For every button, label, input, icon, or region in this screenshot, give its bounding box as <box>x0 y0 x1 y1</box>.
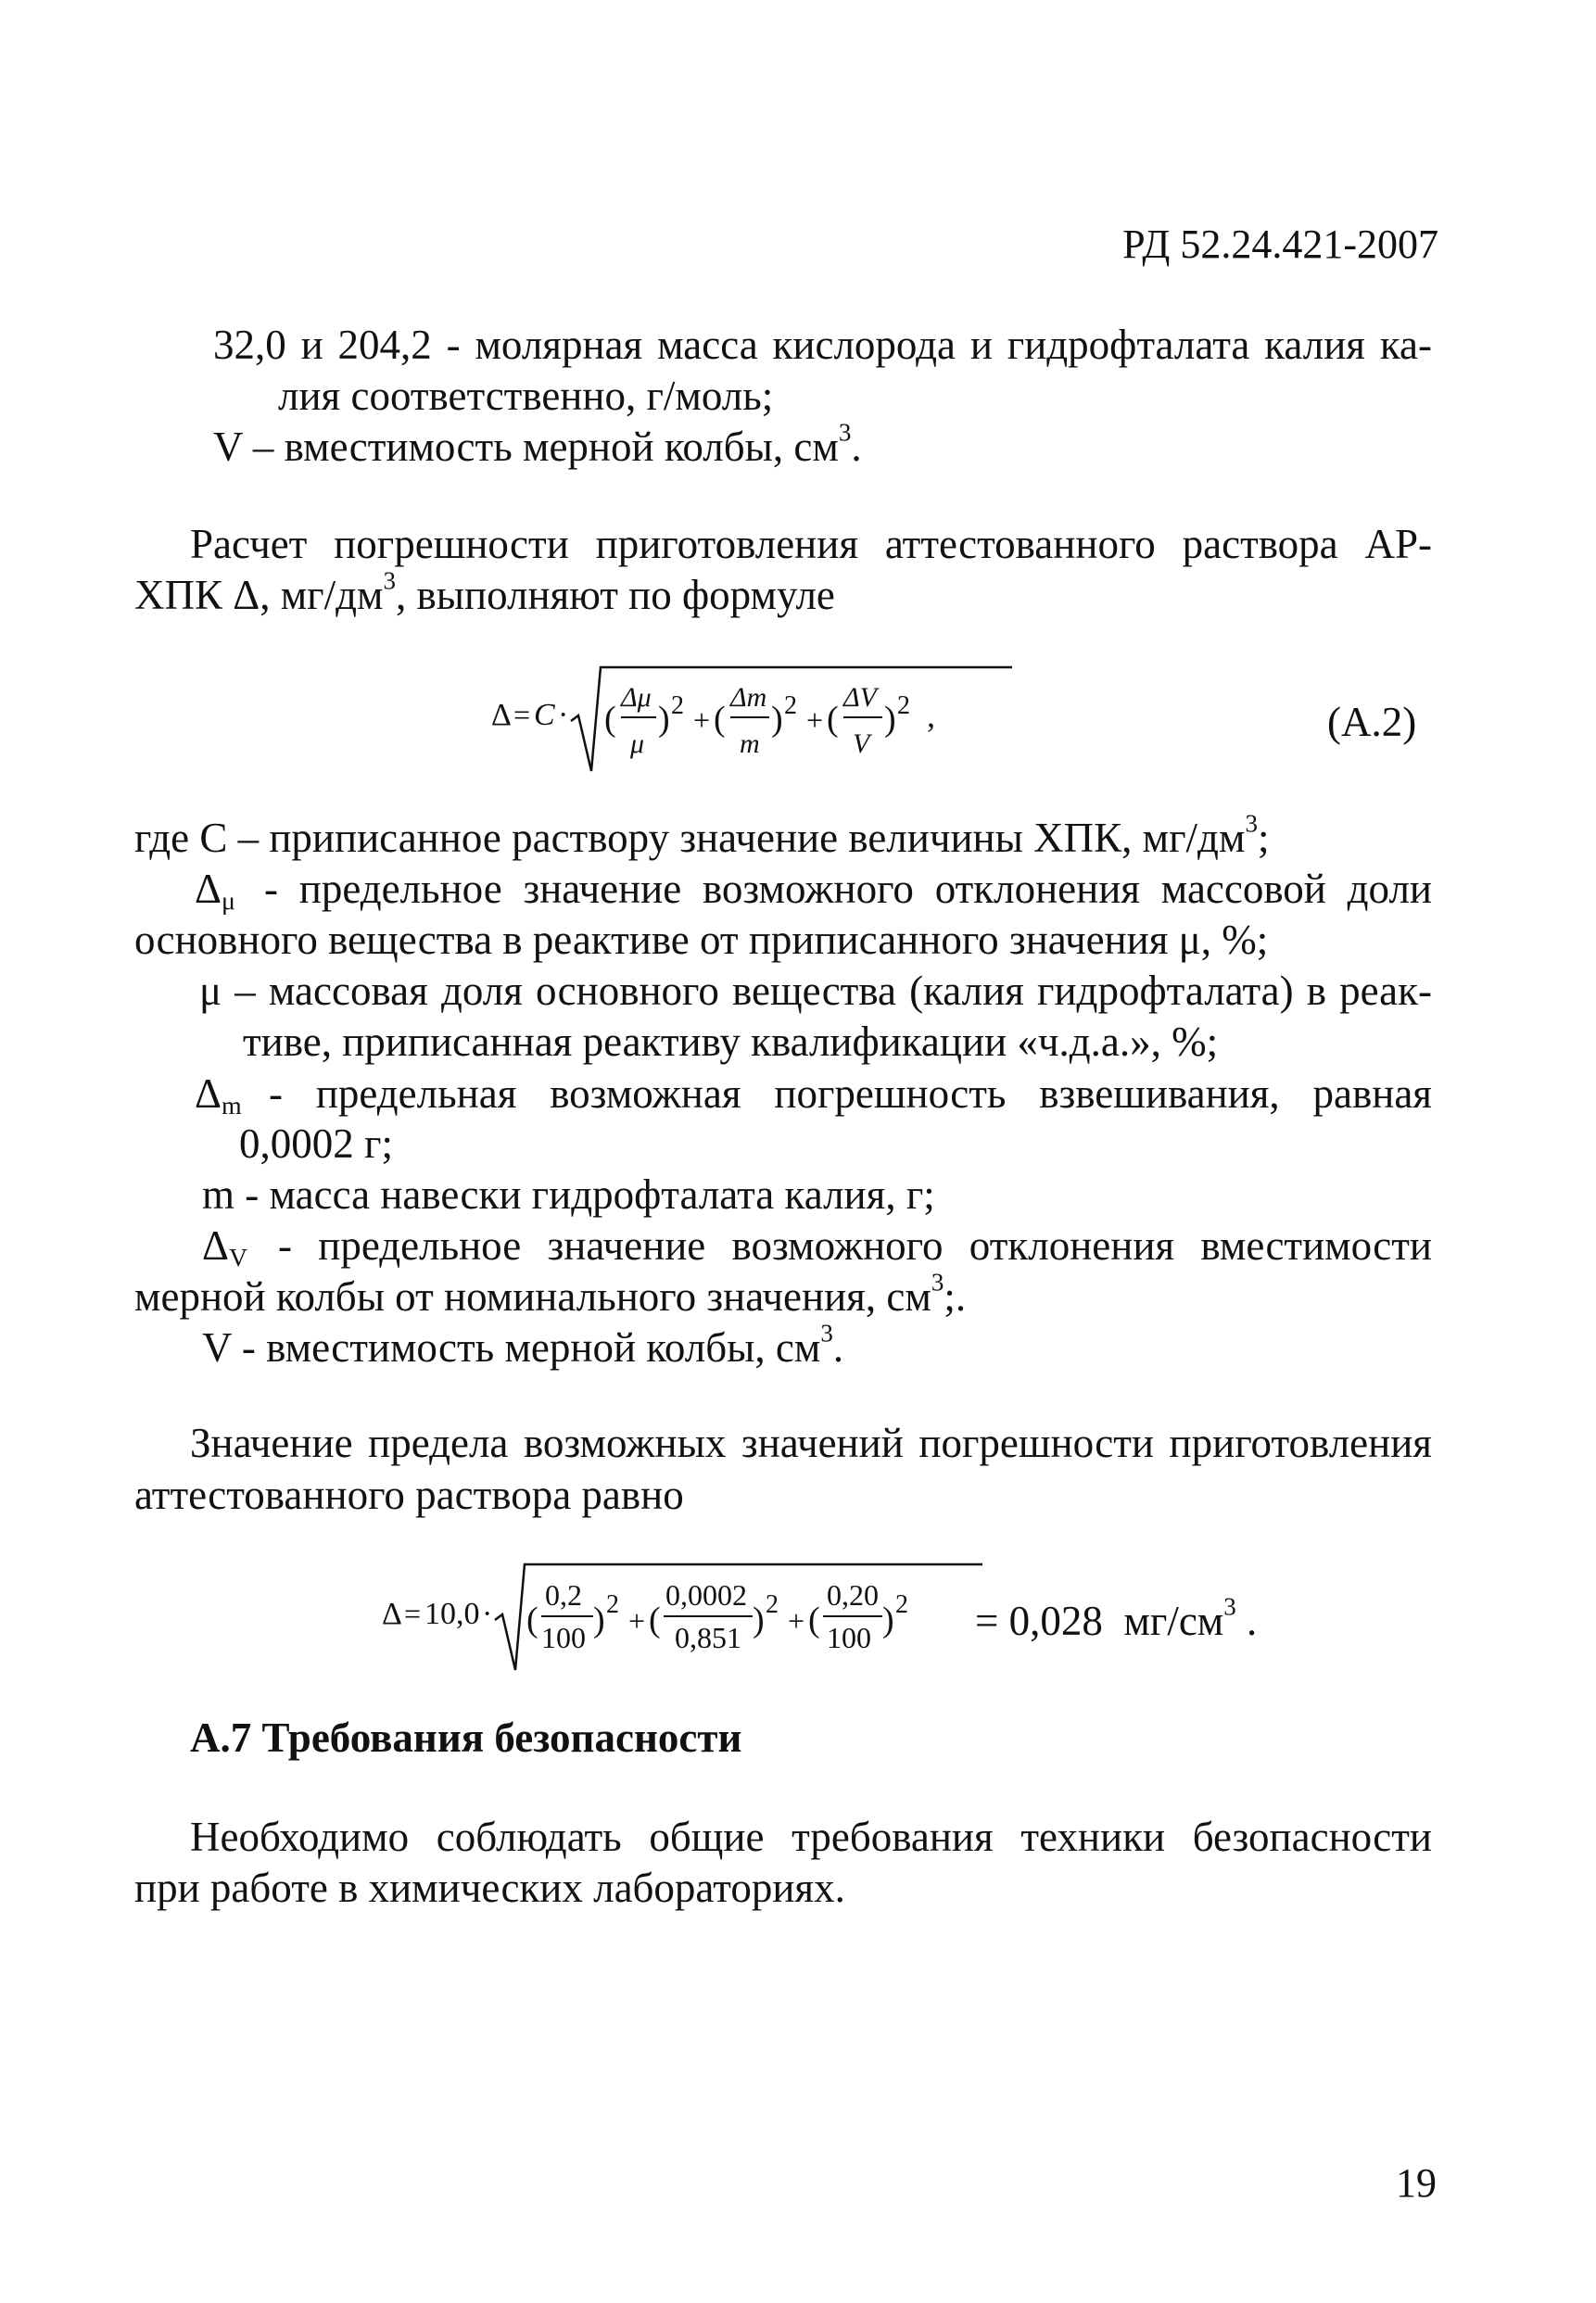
svg-text:): ) <box>882 1601 894 1639</box>
definition-molar-mass-line1: 32,0 и 204,2 - молярная масса кислорода и гидрофталата калия ка- <box>213 322 1432 368</box>
definition-delta-v-symbol: $\Delta_V$ <box>202 1222 248 1272</box>
definition-delta-mu-symbol: $\Delta_\mu$ <box>195 866 235 916</box>
svg-text:(: ( <box>714 700 726 739</box>
svg-text:ΔV: ΔV <box>843 682 877 713</box>
svg-text:+: + <box>806 703 824 737</box>
svg-text:0,20: 0,20 <box>827 1578 879 1612</box>
svg-text:Δμ: Δμ <box>621 682 652 713</box>
svg-text:C: C <box>534 698 555 732</box>
svg-text:100: 100 <box>827 1621 871 1654</box>
definition-delta-m-symbol: $\Delta_m$ <box>195 1070 242 1120</box>
svg-text:Δ: Δ <box>382 1597 402 1631</box>
definition-molar-mass-line2: лия соответственно, г/моль; <box>278 373 774 419</box>
section-heading-safety: А.7 Требования безопасности <box>190 1715 742 1761</box>
paragraph-limit-value-line2: аттестованного раствора равно <box>134 1472 684 1518</box>
svg-text:2: 2 <box>895 1590 908 1619</box>
svg-text:+: + <box>693 703 711 737</box>
svg-text:,: , <box>927 697 935 734</box>
definition-mu-line1: μ – массовая доля основного вещества (калия гидрофталата) в реак- <box>199 968 1432 1014</box>
formula-numeric-result: = 0,028 $мг/см^3$ . <box>975 1592 1258 1644</box>
svg-text:(: ( <box>526 1601 538 1639</box>
paragraph-safety-line1: Необходимо соблюдать общие требования техники безопасности <box>190 1814 1432 1860</box>
svg-text:V: V <box>853 728 870 759</box>
svg-text:2: 2 <box>671 691 684 720</box>
svg-text:Δm: Δm <box>730 682 767 713</box>
definition-delta-mu-line1: - предельное значение возможного отклонения массовой доли <box>264 866 1432 912</box>
formula-a2-tag: (А.2) <box>1327 699 1417 745</box>
svg-text:): ) <box>884 700 896 739</box>
formula-numeric <box>382 1548 1012 1677</box>
svg-text:2: 2 <box>766 1590 779 1619</box>
definition-mu-line2: тиве, приписанная реактиву квалификации «ч.д.а.», %; <box>243 1019 1219 1065</box>
svg-text:·: · <box>558 698 569 732</box>
svg-text:(: ( <box>649 1601 661 1639</box>
svg-text:): ) <box>658 700 670 739</box>
svg-text:m: m <box>740 728 760 759</box>
svg-text:2: 2 <box>784 691 797 720</box>
formula-a2 <box>491 649 1066 778</box>
paragraph-safety-line2: при работе в химических лабораториях. <box>134 1865 845 1911</box>
definition-delta-mu-line2: основного вещества в реактиве от приписанного значения μ, %; <box>134 917 1269 963</box>
definition-m: m - масса навески гидрофталата калия, г; <box>202 1171 935 1218</box>
svg-text:(: ( <box>604 700 616 739</box>
svg-text:+: + <box>788 1604 805 1638</box>
paragraph-limit-value-line1: Значение предела возможных значений погрешности приготовления <box>190 1420 1432 1466</box>
definition-delta-v-line2: мерной колбы от номинального значения, $см^3$;. <box>134 1268 967 1320</box>
formula-a2-delta: Δ <box>491 698 512 732</box>
svg-text:0,0002: 0,0002 <box>665 1578 747 1612</box>
definition-delta-m-line2: 0,0002 г; <box>239 1120 393 1167</box>
svg-text:(: ( <box>808 1601 820 1639</box>
paragraph-calc-intro-line2: ХПК Δ, $мг/дм^3$, выполняют по формуле <box>134 566 835 618</box>
svg-text:·: · <box>482 1597 493 1631</box>
svg-text:(: ( <box>827 700 839 739</box>
definition-flask-volume: V – вместимость мерной колбы, $см^3$. <box>213 418 862 470</box>
svg-text:): ) <box>753 1601 765 1639</box>
svg-text:μ: μ <box>630 728 645 759</box>
paragraph-calc-intro-line1: Расчет погрешности приготовления аттестованного раствора АР- <box>190 521 1432 567</box>
svg-text:2: 2 <box>897 691 910 720</box>
svg-text:2: 2 <box>606 1590 619 1619</box>
svg-text:0,851: 0,851 <box>675 1621 741 1654</box>
svg-text:=: = <box>404 1597 422 1630</box>
svg-text:+: + <box>628 1604 646 1638</box>
page-number: 19 <box>1396 2160 1437 2206</box>
svg-text:0,2: 0,2 <box>545 1578 582 1612</box>
svg-text:): ) <box>593 1601 605 1639</box>
definition-delta-v-line1: - предельное значение возможного отклонения вместимости <box>278 1222 1432 1269</box>
definition-delta-m-line1: - предельная возможная погрешность взвешивания, равная <box>269 1070 1432 1117</box>
svg-text:100: 100 <box>541 1621 586 1654</box>
document-code: РД 52.24.421-2007 <box>1122 221 1438 267</box>
definition-v: V - вместимость мерной колбы, $см^3$. <box>202 1319 844 1371</box>
svg-text:): ) <box>771 700 783 739</box>
definition-c: где C – приписанное раствору значение величины ХПК, $мг/дм^3$; <box>134 809 1270 861</box>
svg-text:=: = <box>513 698 531 731</box>
svg-text:10,0: 10,0 <box>424 1597 480 1631</box>
